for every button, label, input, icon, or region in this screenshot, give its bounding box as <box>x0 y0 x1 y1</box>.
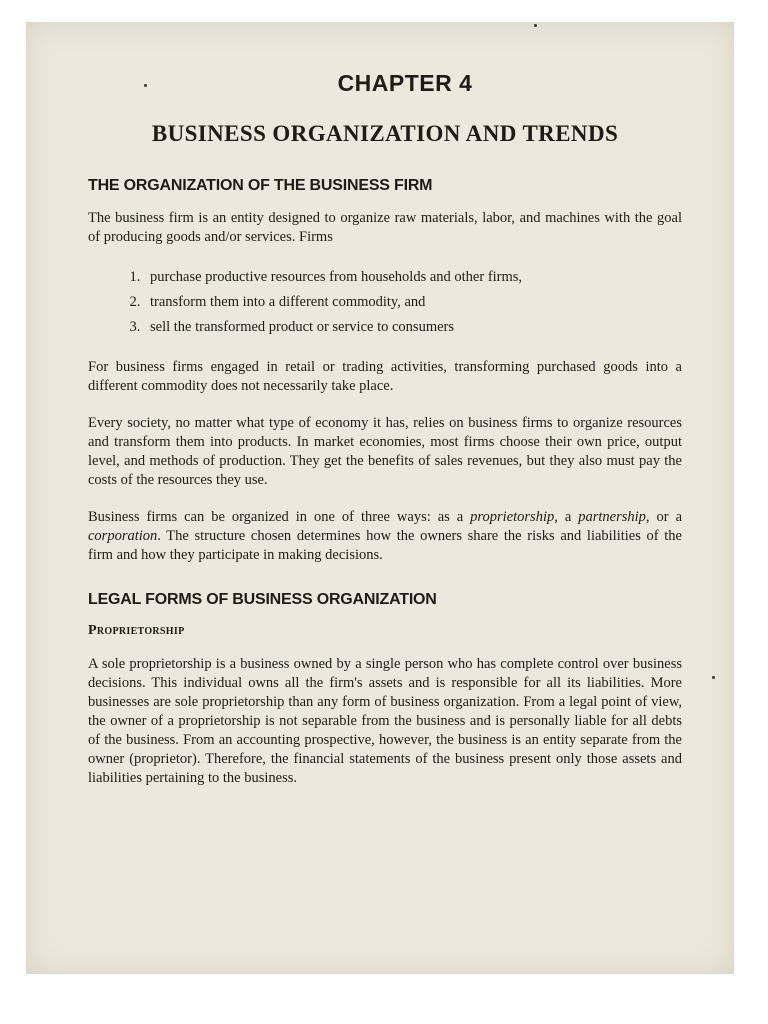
subheading-proprietorship: Proprietorship <box>88 623 185 638</box>
list-item: 3. sell the transformed product or service to consumers <box>144 315 682 340</box>
text-span: Business firms can be organized in one of three ways: as a <box>88 509 471 525</box>
paragraph-three-ways <box>88 508 682 565</box>
text-span: , or a <box>645 509 683 525</box>
scan-speck <box>712 676 715 679</box>
term-corporation: corporation <box>88 528 158 544</box>
scanned-page <box>26 22 734 974</box>
list-item: 1. purchase productive resources from households and other firms, <box>144 265 682 290</box>
list-item: 2. transform them into a different commodity, and <box>144 290 682 315</box>
term-proprietorship: proprietorship <box>470 509 555 525</box>
chapter-label: CHAPTER 4 <box>337 70 473 96</box>
section-heading-organization: THE ORGANIZATION OF THE BUSINESS FIRM <box>88 177 433 194</box>
term-partnership: partnership <box>578 509 646 525</box>
paragraph-sole-proprietorship: A sole proprietorship is a business owned by a single person who has complete control over business decisions. This individual owns all the firm's assets and is responsible for all its liabilities. More businesses are sole proprietorship than any form of business organization. From a legal point of view, the owner of a proprietorship is not separable from the business and is personally liable for all debts of the business. From an accounting prospective, however, the business is an entity separate from the owner (proprietor). Therefore, the financial statements of the business present only those assets and liabilities pertaining to the business. <box>88 656 682 786</box>
section-heading-legal-forms: LEGAL FORMS OF BUSINESS ORGANIZATION <box>88 591 437 608</box>
page-content <box>88 70 682 806</box>
paragraph-retail: For business firms engaged in retail or trading activities, transforming purchased goods into a different commodity does not necessarily take place. <box>88 359 682 394</box>
paragraph-intro: The business firm is an entity designed to organize raw materials, labor, and machines with the goal of producing goods and/or services. Firms <box>88 210 682 245</box>
paragraph-society: Every society, no matter what type of economy it has, relies on business firms to organize resources and transform them into products. In market economies, most firms choose their own price, output level, and methods of production. They get the benefits of sales revenues, but they also must pay the costs of the resources they use. <box>88 415 682 488</box>
firm-functions-list <box>88 265 682 340</box>
text-span: . The structure chosen determines how the owners share the risks and liabilities of the firm and how they participate in making decisions. <box>88 528 682 563</box>
chapter-title: BUSINESS ORGANIZATION AND TRENDS <box>151 121 619 146</box>
scan-speck <box>534 24 537 27</box>
text-span: , a <box>554 509 579 525</box>
